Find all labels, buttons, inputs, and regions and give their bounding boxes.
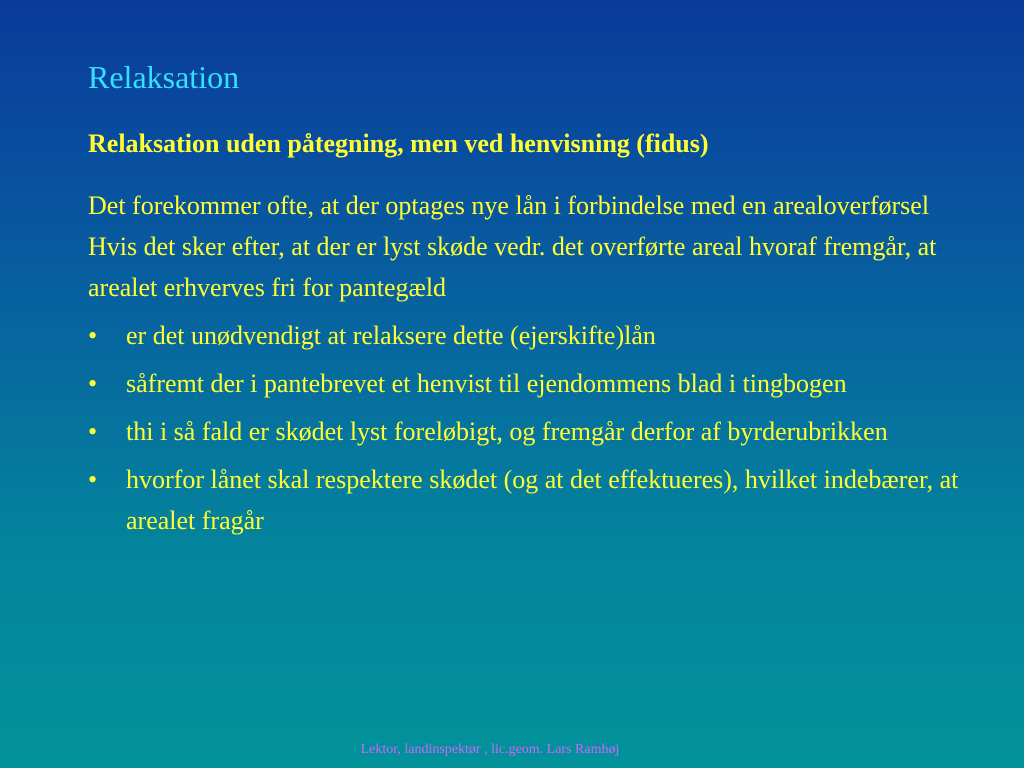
bullet-icon: • <box>88 321 98 350</box>
bullet-item-4 <box>88 459 998 541</box>
bullet-item-3 <box>88 411 998 452</box>
bullet-item-2 <box>88 363 998 404</box>
footer-text: Lektor, landinspektør , lic.geom. Lars Ramhøj <box>360 742 620 757</box>
bullet-list <box>88 315 998 541</box>
bullet-text-3: thi i så fald er skødet lyst foreløbigt, og fremgår derfor af byrderubrikken <box>126 417 888 446</box>
bullet-icon: • <box>88 369 98 398</box>
paragraph-2: Hvis det sker efter, at der er lyst skøde vedr. det overførte areal hvoraf fremgår, at arealet erhverves fri for pantegæld <box>88 232 937 302</box>
bullet-icon: • <box>88 465 98 494</box>
bullet-text-1: er det unødvendigt at relaksere dette (ejerskifte)lån <box>126 321 656 350</box>
paragraph-1: Det forekommer ofte, at der optages nye lån i forbindelse med en arealoverførsel <box>88 191 930 220</box>
bullet-text-4: hvorfor lånet skal respektere skødet (og at det effektueres), hvilket indebærer, at arealet fragår <box>126 465 959 535</box>
bullet-icon: • <box>88 417 98 446</box>
bullet-text-2: såfremt der i pantebrevet et henvist til ejendommens blad i tingbogen <box>126 369 847 398</box>
bullet-item-1 <box>88 315 998 356</box>
slide-body <box>88 185 998 541</box>
slide-title: Relaksation <box>88 59 240 95</box>
slide-subtitle: Relaksation uden påtegning, men ved henvisning (fidus) <box>88 129 709 158</box>
slide-footer <box>0 742 1024 758</box>
